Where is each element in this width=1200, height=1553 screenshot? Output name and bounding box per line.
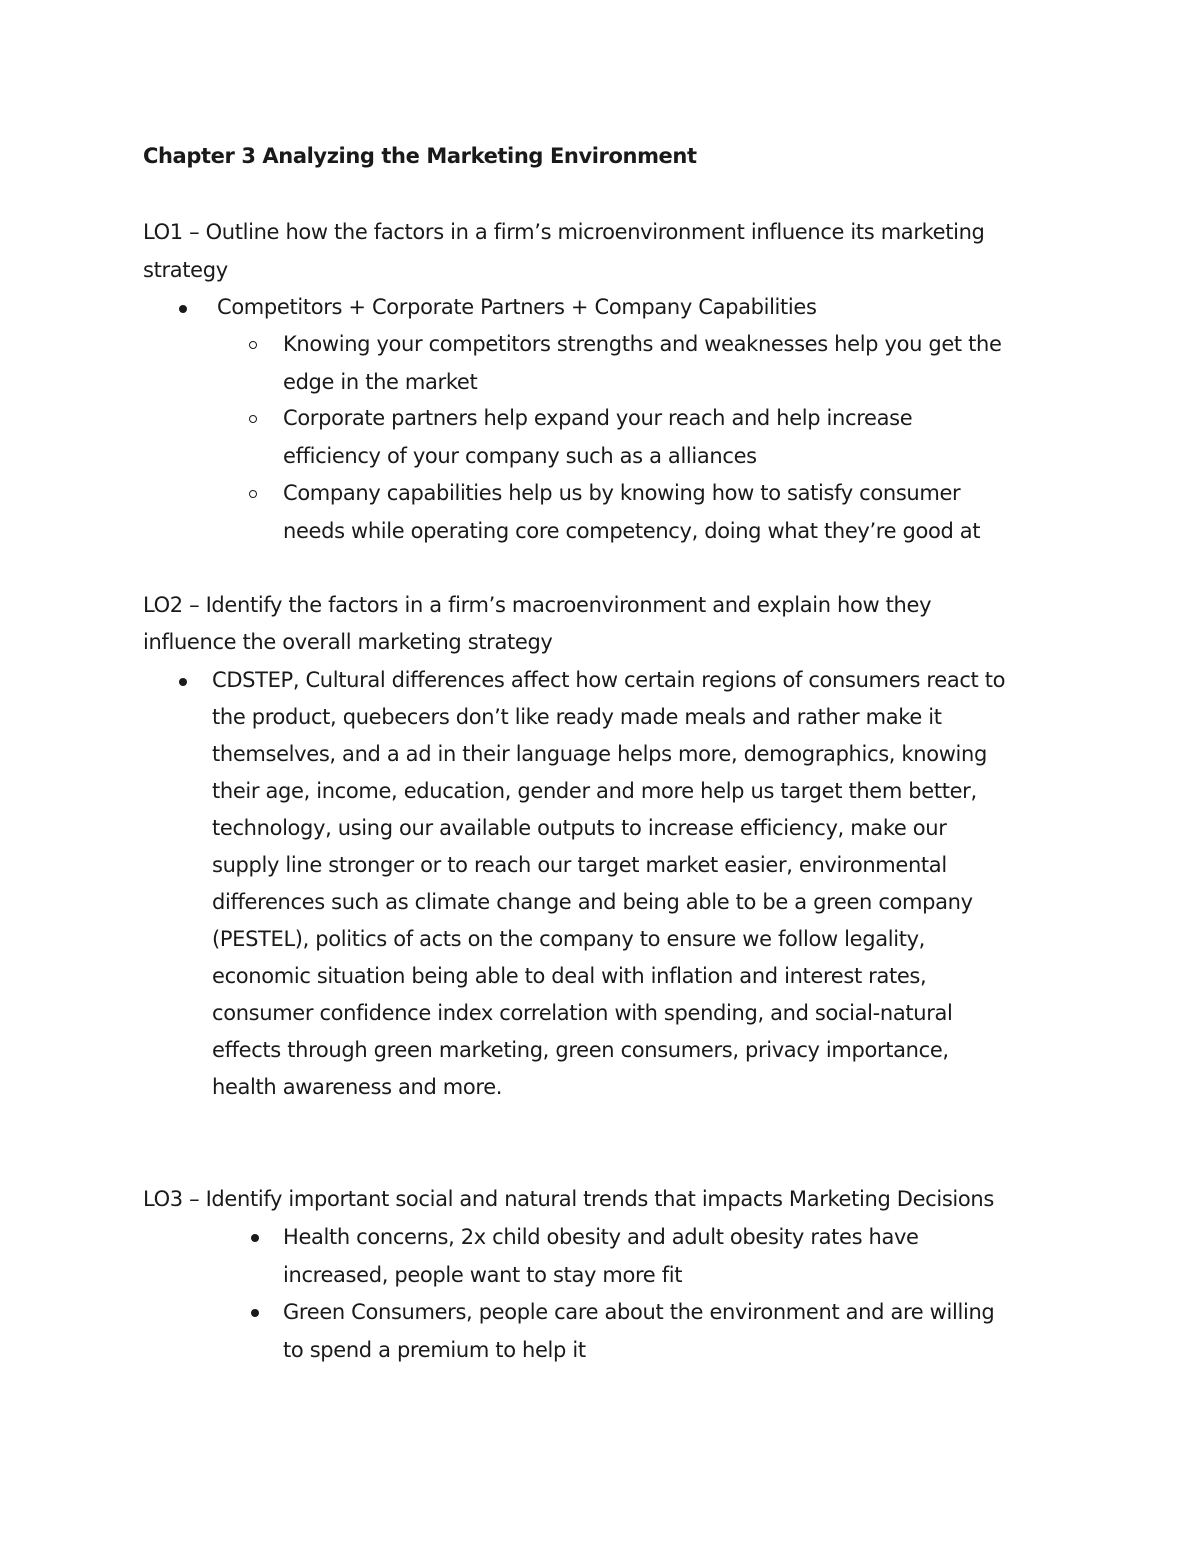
lo3-bullet-1-line-1: Health concerns, 2x child obesity and adult obesity rates have — [283, 1225, 919, 1249]
lo1-subbullet-3-line-2: needs while operating core competency, doing what they’re good at — [283, 519, 981, 543]
lo2-bullet-line-3: themselves, and a ad in their language helps more, demographics, knowing — [212, 742, 987, 766]
lo2-heading-line-1: LO2 – Identify the factors in a firm’s macroenvironment and explain how they — [143, 593, 932, 617]
lo2-bullet-line-10: consumer confidence index correlation with spending, and social-natural — [212, 1001, 953, 1025]
lo2-bullet-line-8: (PESTEL), politics of acts on the company to ensure we follow legality, — [212, 927, 925, 951]
bullet-disc-icon — [251, 1234, 259, 1242]
lo2-heading-line-2: influence the overall marketing strategy — [143, 630, 553, 654]
bullet-circle-icon — [249, 490, 257, 498]
bullet-circle-icon — [249, 341, 257, 349]
lo1-subbullet-3-line-1: Company capabilities help us by knowing how to satisfy consumer — [283, 481, 961, 505]
lo3-bullet-2-line-2: to spend a premium to help it — [283, 1338, 586, 1362]
lo2-bullet-line-1: CDSTEP, Cultural differences affect how certain regions of consumers react to — [212, 668, 1006, 692]
lo2-bullet-line-12: health awareness and more. — [212, 1075, 503, 1099]
lo1-subbullet-2-line-1: Corporate partners help expand your reach and help increase — [283, 406, 913, 430]
lo3-bullet-2-line-1: Green Consumers, people care about the environment and are willing — [283, 1300, 995, 1324]
bullet-disc-icon — [251, 1309, 259, 1317]
bullet-disc-icon — [179, 305, 187, 313]
lo1-subbullet-1-line-1: Knowing your competitors strengths and weaknesses help you get the — [283, 332, 1002, 356]
lo2-bullet-line-9: economic situation being able to deal with inflation and interest rates, — [212, 964, 927, 988]
bullet-circle-icon — [249, 415, 257, 423]
lo3-bullet-1-line-2: increased, people want to stay more fit — [283, 1263, 683, 1287]
bullet-disc-icon — [179, 678, 187, 686]
lo2-bullet-line-5: technology, using our available outputs to increase efficiency, make our — [212, 816, 947, 840]
lo1-bullet: Competitors + Corporate Partners + Company Capabilities — [217, 295, 817, 319]
chapter-title: Chapter 3 Analyzing the Marketing Environment — [143, 144, 697, 168]
lo1-subbullet-1-line-2: edge in the market — [283, 370, 478, 394]
lo2-bullet-line-11: effects through green marketing, green consumers, privacy importance, — [212, 1038, 949, 1062]
lo2-bullet-line-7: differences such as climate change and being able to be a green company — [212, 890, 973, 914]
lo1-subbullet-2-line-2: efficiency of your company such as a alliances — [283, 444, 757, 468]
lo2-bullet-line-4: their age, income, education, gender and more help us target them better, — [212, 779, 977, 803]
lo3-heading: LO3 – Identify important social and natural trends that impacts Marketing Decisions — [143, 1187, 994, 1211]
lo1-heading-line-1: LO1 – Outline how the factors in a firm’s microenvironment influence its marketing — [143, 220, 985, 244]
lo1-heading-line-2: strategy — [143, 258, 228, 282]
lo2-bullet-line-6: supply line stronger or to reach our target market easier, environmental — [212, 853, 947, 877]
lo2-bullet-line-2: the product, quebecers don’t like ready made meals and rather make it — [212, 705, 942, 729]
